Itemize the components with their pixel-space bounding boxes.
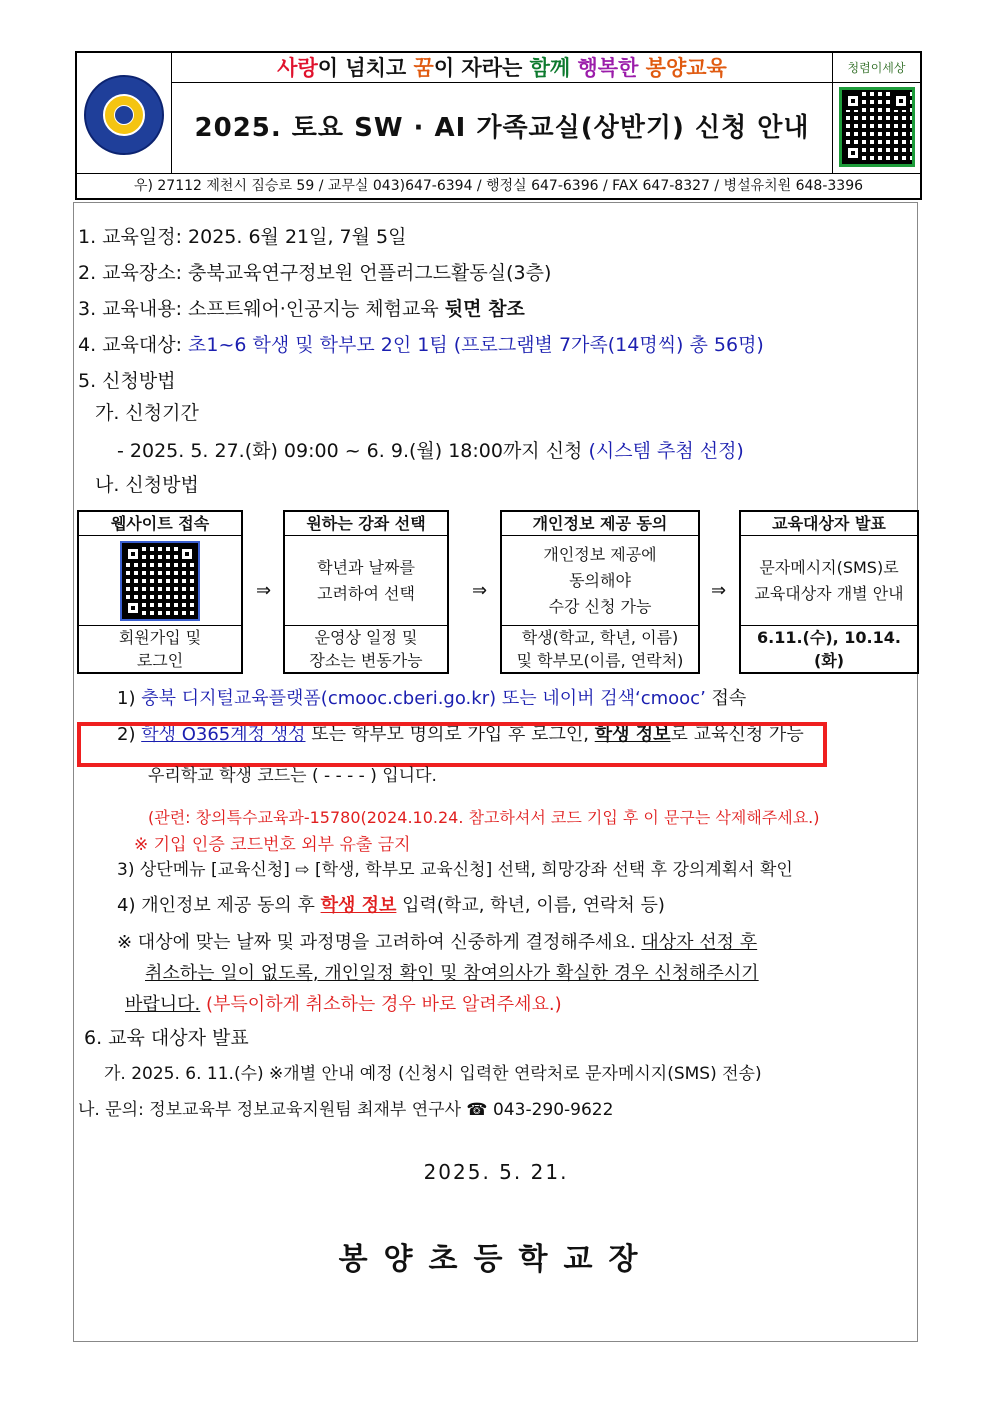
- flow-arrow: ⇒: [711, 580, 727, 601]
- announcement-date: 가. 2025. 6. 11.(수) ※개별 안내 예정 (신청시 입력한 연락처로 문자메시지(SMS) 전송): [104, 1064, 762, 1084]
- section-6-title: 6. 교육 대상자 발표: [84, 1027, 249, 1049]
- code-reference-note: (관련: 창의특수교육과-15780(2024.10.24. 참고하셔서 코드 기입 후 이 문구는 삭제해주세요.): [148, 808, 820, 827]
- step-4: 4) 개인정보 제공 동의 후 학생 정보 입력(학교, 학년, 이름, 연락처 등): [117, 895, 665, 916]
- flow-arrow: ⇒: [472, 580, 488, 601]
- item-content: 3. 교육내용: 소프트웨어·인공지능 체험교육 뒷면 참조: [78, 298, 525, 320]
- school-logo-cell: [77, 53, 172, 173]
- slogan-segment: 이 자라는: [433, 56, 530, 80]
- step-1: 1) 충북 디지털교육플랫폼(cmooc.cberi.go.kr) 또는 네이버 검색‘cmooc’ 접속: [117, 688, 747, 709]
- school-code-line: 우리학교 학생 코드는 ( - - - - ) 입니다.: [148, 766, 437, 786]
- qr-code-icon: [839, 87, 915, 167]
- step-3: 3) 상단메뉴 [교육신청] ⇨ [학생, 학부모 교육신청] 선택, 희망강좌 선택 후 강의계획서 확인: [117, 860, 793, 880]
- contact-info: 나. 문의: 정보교육부 정보교육지원팀 최재부 연구사 ☎ 043-290-9622: [78, 1100, 614, 1120]
- caution-note-line1: ※ 대상에 맞는 날짜 및 과정명을 고려하여 신중하게 결정해주세요. 대상자 선정 후: [117, 932, 758, 953]
- highlight-box: [77, 722, 827, 767]
- item-method-heading: 나. 신청방법: [95, 474, 199, 496]
- slogan: [172, 53, 832, 83]
- slogan-segment: 사랑: [277, 56, 318, 80]
- slogan-segment: 행복한: [577, 56, 646, 80]
- item-target: 4. 교육대상: 초1~6 학생 및 학부모 2인 1팀 (프로그램별 7가족(14명씩) 총 56명): [78, 334, 764, 356]
- code-warning: ※ 기입 인증 코드번호 외부 유출 금지: [134, 835, 411, 855]
- item-period-heading: 가. 신청기간: [95, 402, 199, 424]
- school-address: 우) 27112 제천시 짐승로 59 / 교무실 043)647-6394 / 행정실 647-6396 / FAX 647-8327 / 병설유치원 648-3396: [77, 173, 920, 198]
- flow-step-course: 원하는 강좌 선택 학년과 날짜를 고려하여 선택 운영상 일정 및 장소는 변동가능: [283, 510, 449, 674]
- header-qr-cell: [832, 83, 920, 173]
- platform-link[interactable]: 충북 디지털교육플랫폼(cmooc.cberi.go.kr) 또는 네이버 검색‘cmooc’: [141, 688, 706, 709]
- school-emblem-icon: [84, 75, 164, 155]
- document-header: [75, 51, 922, 200]
- flow-step-announcement: 교육대상자 발표 문자메시지(SMS)로 교육대상자 개별 안내 6.11.(수), 10.14. (화): [739, 510, 919, 674]
- integrity-badge: 청렴이세상: [832, 53, 920, 83]
- item-method: 5. 신청방법: [78, 370, 176, 392]
- caution-note-line2: 취소하는 일이 없도록, 개인일정 확인 및 참여의사가 확실한 경우 신청해주시기: [145, 963, 759, 984]
- slogan-segment: 꿈: [413, 56, 434, 80]
- step-2: 2) 학생 O365계정 생성 또는 학부모 명의로 가입 후 로그인, 학생 정보로 교육신청 가능: [117, 724, 804, 745]
- page-title: 2025. 토요 SW · AI 가족교실(상반기) 신청 안내: [194, 113, 810, 143]
- flow-step-privacy: 개인정보 제공 동의 개인정보 제공에 동의해야 수강 신청 가능 학생(학교, 학년, 이름) 및 학부모(이름, 연락처): [500, 510, 700, 674]
- flow-step-website: 웹사이트 접속 회원가입 및 로그인: [77, 510, 243, 674]
- o365-account-link[interactable]: 학생 O365계정 생성: [141, 724, 306, 745]
- slogan-segment: 봉양교육: [645, 56, 727, 80]
- signer-name: 봉양초등학교장: [338, 1242, 654, 1277]
- document-date: 2025. 5. 21.: [423, 1160, 569, 1184]
- slogan-segment: 이 넘치고: [317, 56, 414, 80]
- slogan-segment: 함께: [529, 56, 578, 80]
- item-location: 2. 교육장소: 충북교육연구정보원 언플러그드활동실(3층): [78, 262, 552, 284]
- website-qr-code-icon: [120, 541, 200, 621]
- flow-arrow: ⇒: [256, 580, 272, 601]
- item-period: - 2025. 5. 27.(화) 09:00 ~ 6. 9.(월) 18:00까지 신청 (시스템 추첨 선정): [117, 440, 744, 462]
- item-schedule: 1. 교육일정: 2025. 6월 21일, 7월 5일: [78, 226, 407, 248]
- caution-note-line3: 바랍니다. (부득이하게 취소하는 경우 바로 알려주세요.): [125, 994, 562, 1015]
